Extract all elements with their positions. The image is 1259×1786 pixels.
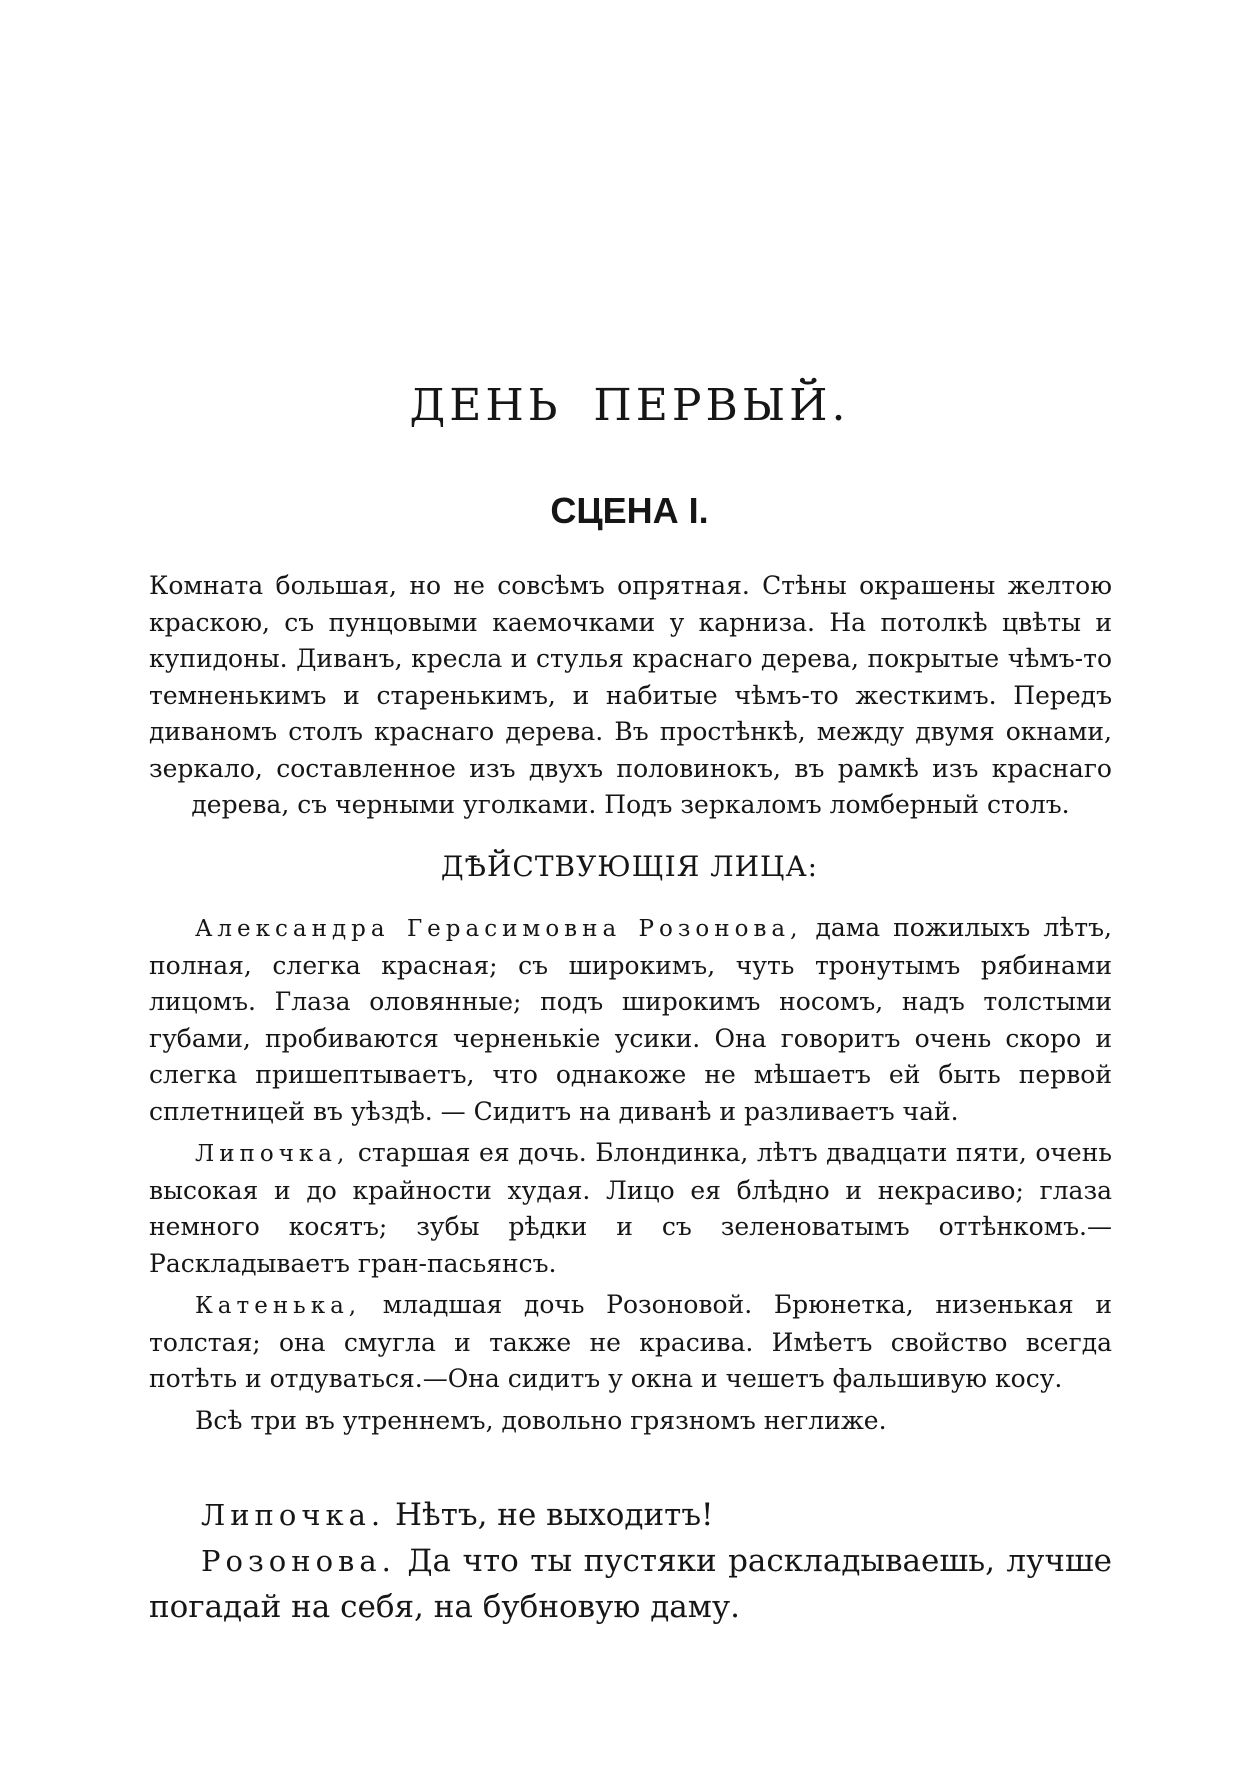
dialogue-line — [149, 1492, 1112, 1538]
character-description: дама пожилыхъ лѣтъ, полная, слегка красная; съ широкимъ, чуть тронутымъ рябинами лицомъ. Глаза оловянные; подъ широкимъ носомъ, надъ толстыми губами, пробиваются черненькіе усики. Она говоритъ очень скоро и слегка пришептываетъ, что однакоже не мѣшаетъ ей быть первой сплетницей въ уѣздѣ. — Сидитъ на диванѣ и разливаетъ чай. — [149, 913, 1112, 1126]
character-name: Александра Герасимовна Розонова, — [195, 916, 803, 942]
character-description: старшая ея дочь. Блондинка, лѣтъ двадцати пяти, очень высокая и до крайности худая. Лицо ея блѣдно и некрасиво; глаза немного косятъ; зубы рѣдки и съ зеленоватымъ оттѣнкомъ.—Раскладываетъ гран-пасьянсъ. — [149, 1138, 1112, 1278]
dialogue-line — [149, 1538, 1112, 1630]
cast-note: Всѣ три въ утреннемъ, довольно грязномъ неглиже. — [195, 1405, 887, 1435]
cast-entry-lipochka — [149, 1135, 1112, 1282]
cast-entry-katenka — [149, 1287, 1112, 1398]
character-name: Катенька, — [195, 1293, 362, 1319]
speech-text: Да что ты пустяки раскладываешь, лучше погадай на себя, на бубновую даму. — [149, 1543, 1112, 1625]
character-description: младшая дочь Розоновой. Брюнетка, низенькая и толстая; она смугла и также не красива. Имѣетъ свойство всегда потѣть и отдуваться.—Она сидитъ у окна и чешетъ фальшивую косу. — [149, 1290, 1112, 1393]
persons-heading: ДѢЙСТВУЮЩІЯ ЛИЦА: — [440, 850, 819, 883]
speaker-name: Розонова. — [201, 1544, 396, 1578]
character-name: Липочка, — [195, 1141, 350, 1167]
cast-entry-rozonova — [149, 910, 1112, 1130]
dialogue — [149, 1492, 1112, 1630]
cast-list — [149, 910, 1112, 1444]
scene-title: СЦЕНА I. — [550, 490, 709, 531]
speaker-name: Липочка. — [201, 1498, 386, 1532]
stage-direction: Комната большая, но не совсѣмъ опрятная. Стѣны окрашены желтою краскою, съ пунцовыми каемочками у карниза. На потолкѣ цвѣты и купидоны. Диванъ, кресла и стулья краснаго дерева, покрытые чѣмъ-то темненькимъ и старенькимъ, и набитые чѣмъ-то жесткимъ. Передъ диваномъ столъ краснаго дерева. Въ простѣнкѣ, между двумя окнами, зеркало, составленное изъ двухъ половинокъ, въ рамкѣ изъ краснаго дерева, съ черными уголками. Подъ зеркаломъ ломберный столъ. — [149, 571, 1112, 819]
day-title: ДЕНЬ ПЕРВЫЙ. — [409, 380, 850, 431]
speech-text: Нѣтъ, не выходитъ! — [385, 1497, 714, 1533]
